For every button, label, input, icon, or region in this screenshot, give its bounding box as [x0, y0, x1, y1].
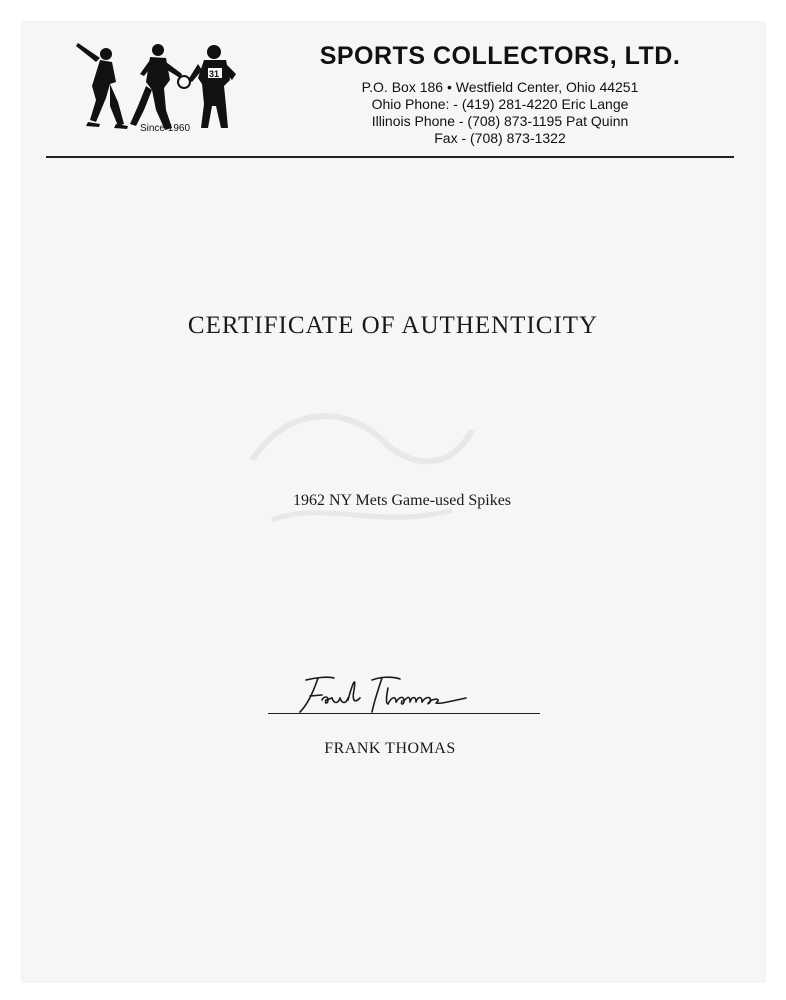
signer-name: FRANK THOMAS [324, 740, 456, 757]
ohio-phone: Ohio Phone: - (419) 281-4220 Eric Lange [371, 96, 629, 112]
letterhead-divider [46, 156, 734, 158]
signature-line [268, 713, 540, 714]
fax-number: Fax - (708) 873-1322 [434, 130, 566, 146]
certificate-title: CERTIFICATE OF AUTHENTICITY [187, 312, 599, 339]
since-year: Since 1960 [139, 123, 191, 134]
handwritten-signature [288, 670, 488, 718]
address-line: P.O. Box 186 • Westfield Center, Ohio 44251 [361, 79, 639, 95]
company-name: SPORTS COLLECTORS, LTD. [319, 42, 681, 70]
item-description: 1962 NY Mets Game-used Spikes [292, 492, 512, 509]
illinois-phone: Illinois Phone - (708) 873-1195 Pat Quinn [371, 113, 629, 129]
svg-text:31: 31 [209, 69, 220, 79]
watermark-show-through-icon [232, 380, 492, 580]
